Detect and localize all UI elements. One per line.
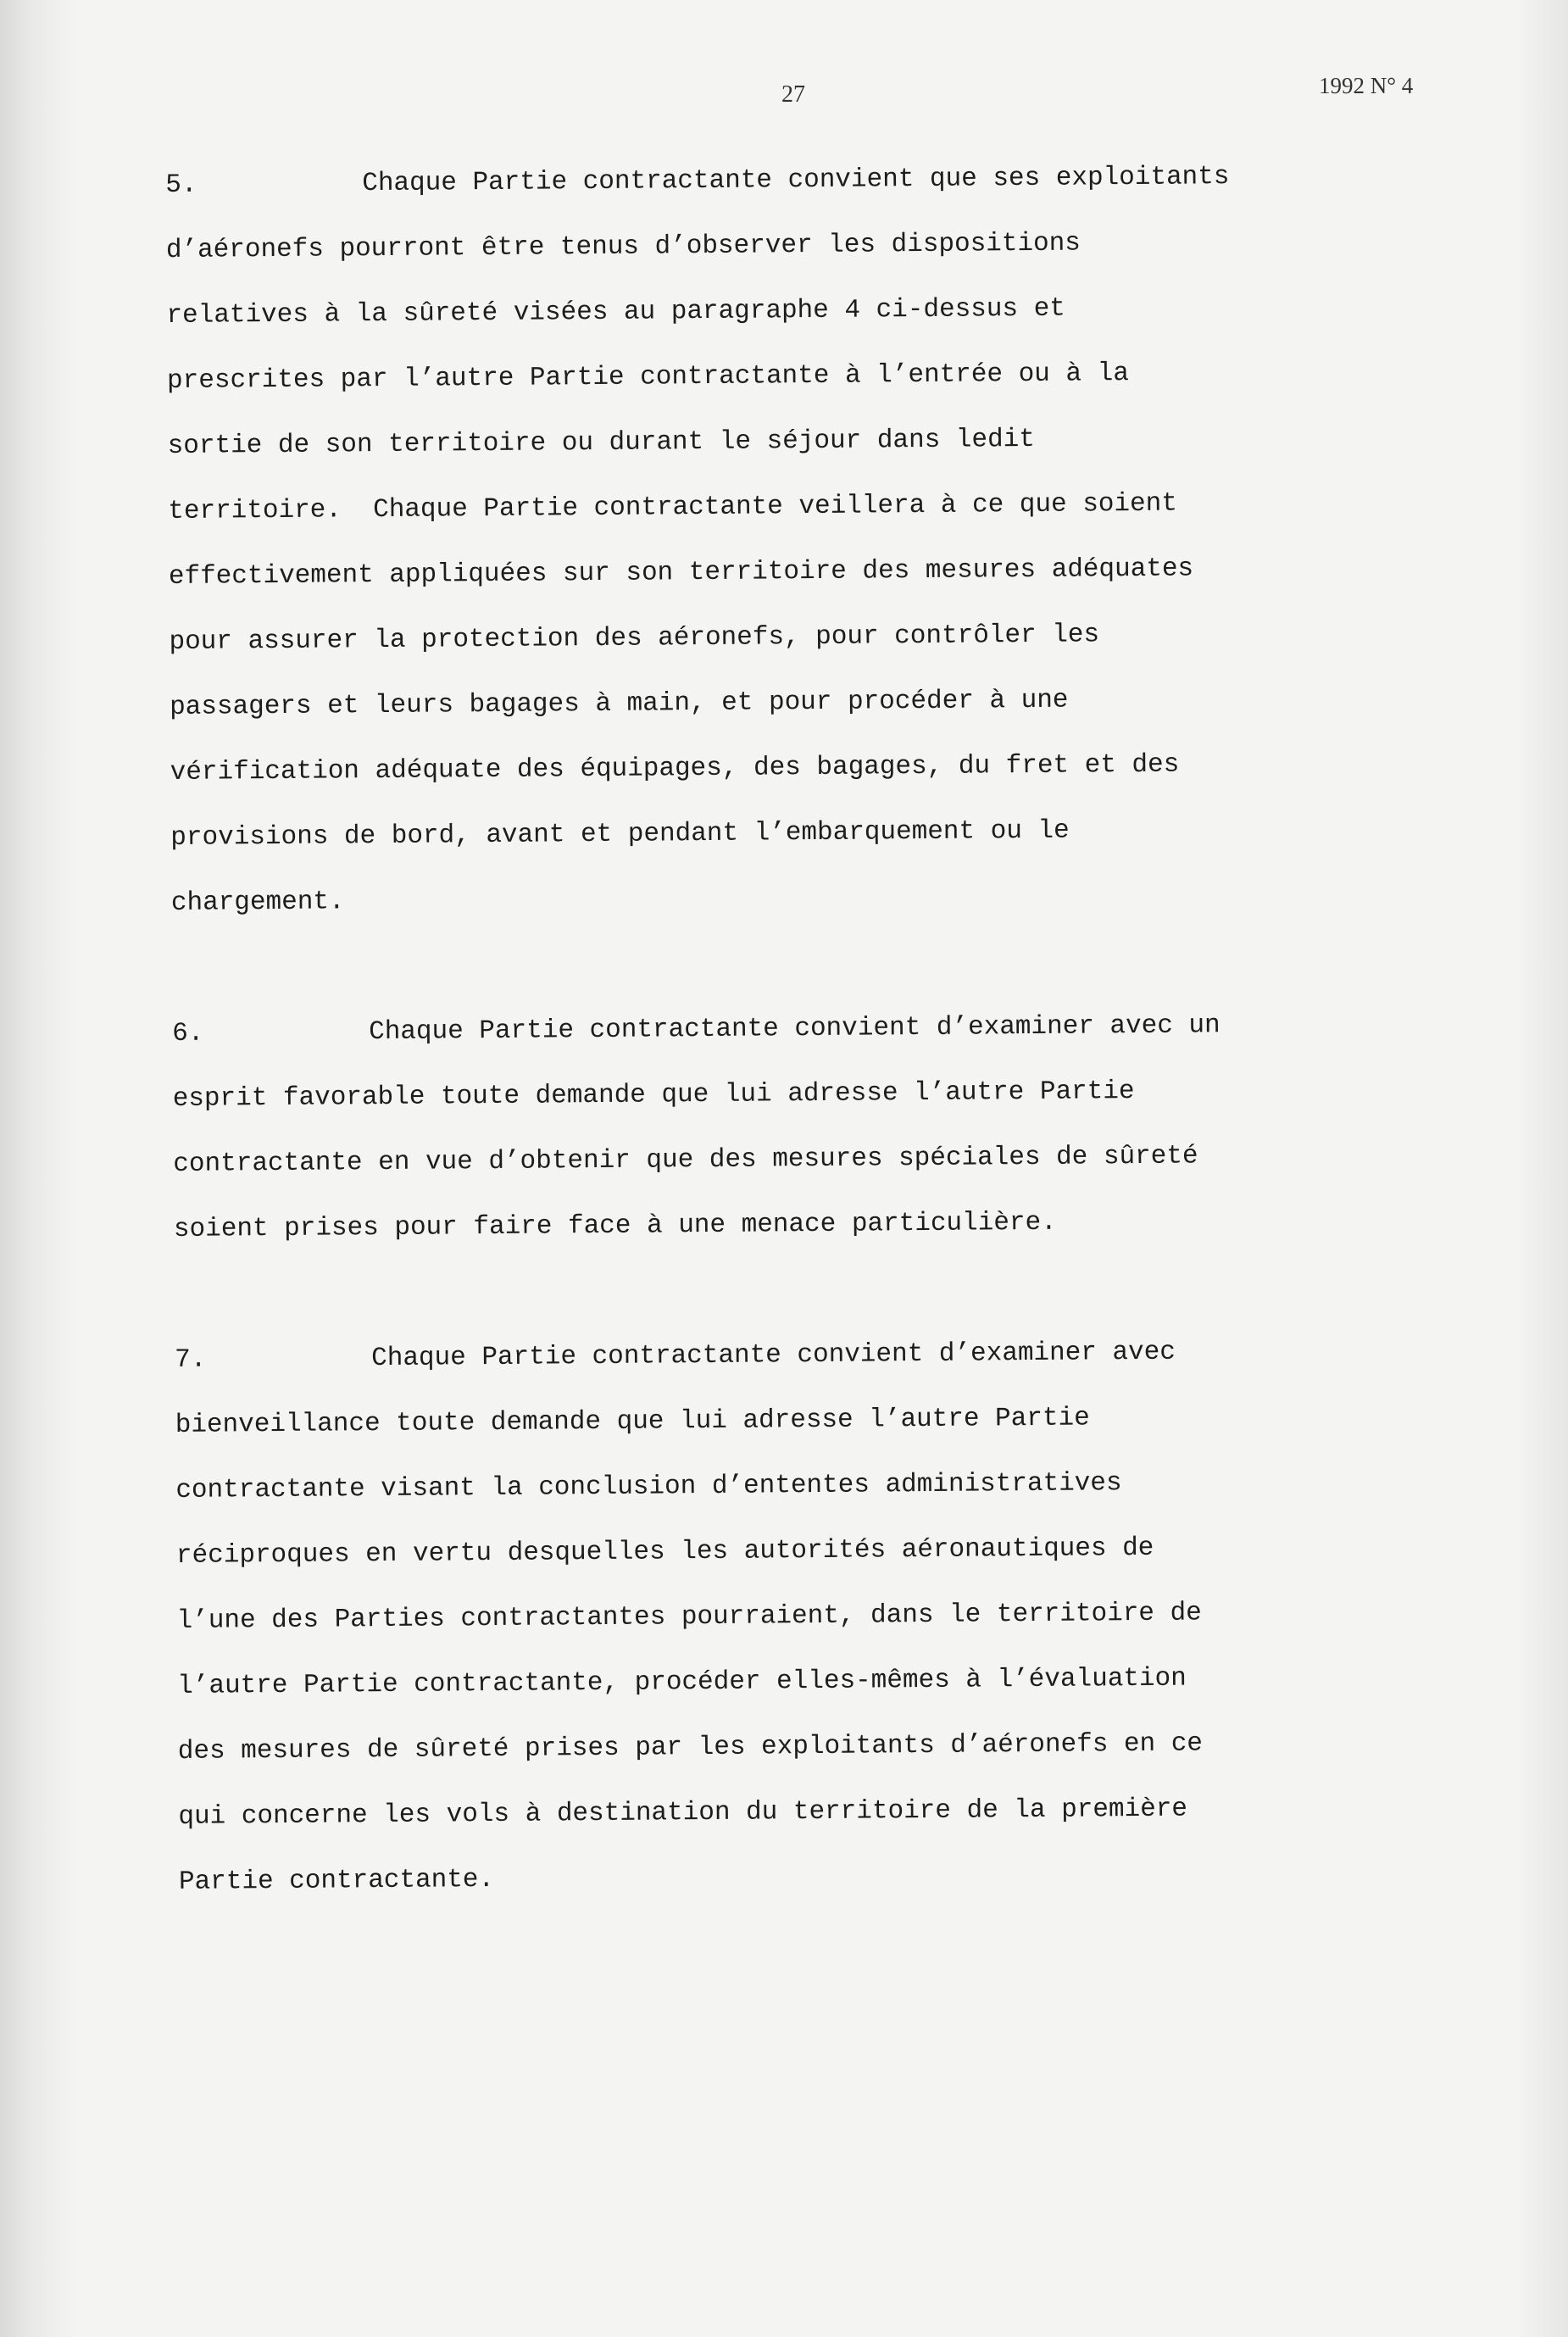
text-line: contractante visant la conclusion d’ententes administratives (175, 1468, 1122, 1505)
text-line: sortie de son territoire ou durant le séjour dans ledit (167, 424, 1035, 461)
text-line: relatives à la sûreté visées au paragraphe 4 ci-dessus et (166, 293, 1065, 331)
text-line: soient prises pour faire face à une menace particulière. (173, 1207, 1057, 1244)
text-line: Partie contractante. (178, 1865, 495, 1897)
text-line: 5. Chaque Partie contractante convient que ses exploitants (165, 142, 1454, 218)
text-line: contractante en vue d’obtenir que des mesures spéciales de sûreté (173, 1141, 1198, 1179)
text-line: effectivement appliquées sur son territoire des mesures adéquates (168, 554, 1194, 592)
page-edge (1517, 0, 1568, 2337)
text-line: l’une des Parties contractantes pourraient, dans le territoire de (176, 1598, 1202, 1636)
text-line: d’aéronefs pourront être tenus d’observer les dispositions (165, 228, 1081, 265)
paragraph-5 (165, 142, 1460, 936)
paragraph-spacer (174, 1252, 1463, 1327)
text-line: réciproques en vertu desquelles les autorités aéronautiques de (175, 1533, 1154, 1571)
binding-shadow (0, 0, 76, 2337)
paragraph-number: 7. (175, 1344, 207, 1375)
text-line: passagers et leurs bagages à main, et pour procéder à une (170, 685, 1069, 722)
paragraph-6 (172, 991, 1462, 1262)
text-line: chargement. (170, 887, 345, 918)
paragraph-number: 6. (172, 1018, 204, 1049)
text-line: provisions de bord, avant et pendant l’embarquement ou le (170, 815, 1070, 853)
text-line: bienveillance toute demande que lui adresse l’autre Partie (175, 1403, 1090, 1440)
text-line: 6. Chaque Partie contractante convient d’examiner avec un (172, 991, 1461, 1066)
text-line: esprit favorable toute demande que lui adresse l’autre Partie (172, 1077, 1135, 1114)
text-line: territoire. Chaque Partie contractante veillera à ce que soient (168, 488, 1178, 526)
text-line: pour assurer la protection des aéronefs, pour contrôler les (169, 620, 1100, 657)
paragraph-number: 5. (165, 170, 197, 200)
paragraph-7 (175, 1317, 1467, 1915)
text-line: 7. Chaque Partie contractante convient d’examiner avec (175, 1317, 1464, 1393)
document-body (165, 142, 1467, 1915)
text-line: vérification adéquate des équipages, des bagages, du fret et des (170, 749, 1180, 787)
paragraph-spacer (171, 926, 1460, 1001)
text-line: l’autre Partie contractante, procéder elles-mêmes à l’évaluation (177, 1663, 1187, 1701)
text-line: des mesures de sûreté prises par les exploitants d’aéronefs en ce (177, 1728, 1204, 1767)
text-line: prescrites par l’autre Partie contractante à l’entrée ou à la (166, 359, 1130, 396)
document-reference: 1992 N° 4 (1319, 73, 1414, 98)
page-number: 27 (781, 81, 805, 108)
text-line: qui concerne les vols à destination du territoire de la première (178, 1794, 1188, 1832)
